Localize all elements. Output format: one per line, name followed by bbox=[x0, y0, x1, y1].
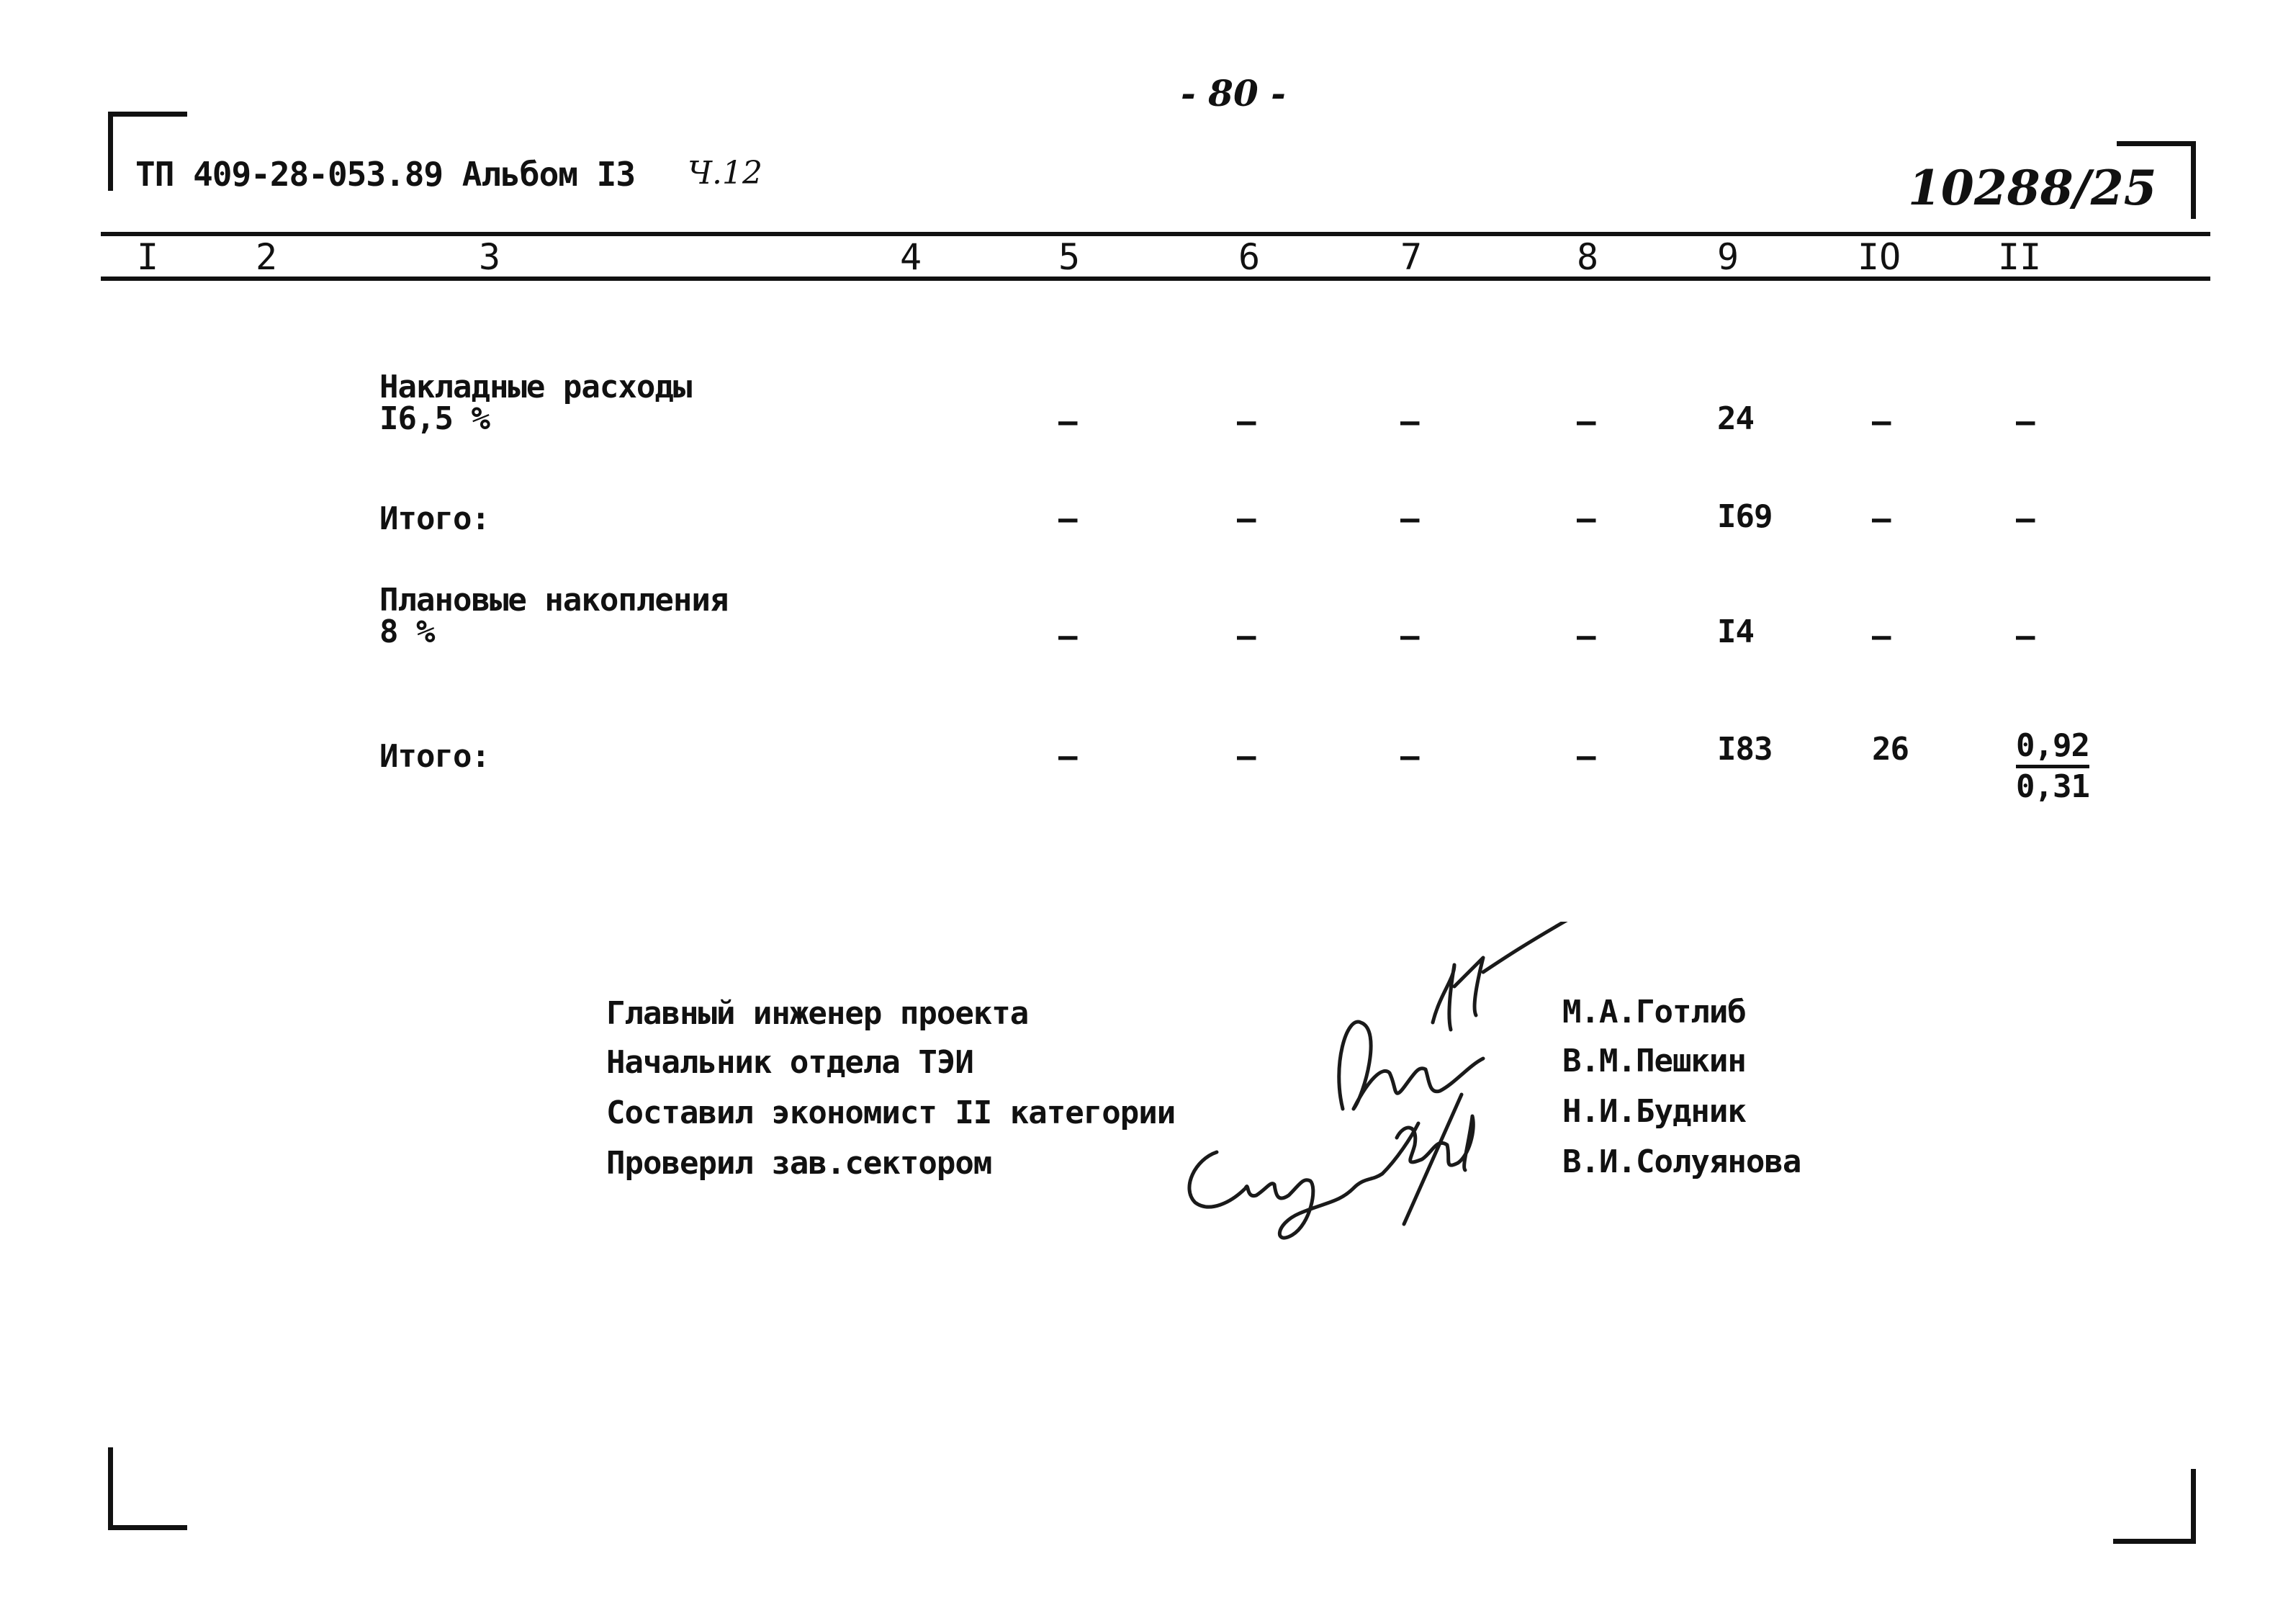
signatory-role: Проверил зав.сектором bbox=[606, 1145, 992, 1182]
table-cell: – bbox=[1237, 403, 1256, 440]
signatory-name: В.М.Пешкин bbox=[1562, 1043, 1746, 1079]
fraction-denominator: 0,31 bbox=[2016, 768, 2089, 805]
column-number: II bbox=[1998, 236, 2042, 278]
table-cell: – bbox=[1577, 618, 1595, 655]
corner-mark-bottom-left bbox=[108, 1525, 187, 1530]
row-label-rate: I6,5 % bbox=[379, 400, 490, 437]
table-cell: – bbox=[2016, 403, 2035, 440]
corner-mark-bottom-right bbox=[2191, 1469, 2196, 1544]
signatory-name: Н.И.Будник bbox=[1562, 1093, 1746, 1130]
corner-mark-bottom-right bbox=[2113, 1539, 2196, 1544]
column-number: 7 bbox=[1400, 236, 1423, 278]
table-cell: – bbox=[1237, 500, 1256, 537]
corner-mark-top-left bbox=[108, 112, 113, 191]
table-cell: – bbox=[1400, 500, 1419, 537]
row-label: Накладные расходы bbox=[379, 369, 692, 405]
table-cell: – bbox=[1577, 738, 1595, 775]
fraction-numerator: 0,92 bbox=[2016, 727, 2089, 768]
handwritten-signatures bbox=[1166, 922, 1570, 1253]
column-number: 6 bbox=[1238, 236, 1261, 278]
column-number: 8 bbox=[1577, 236, 1599, 278]
column-number: IO bbox=[1858, 236, 1901, 278]
table-cell: I4 bbox=[1717, 614, 1754, 650]
row-label: Итого: bbox=[379, 500, 490, 537]
row-label-rate: 8 % bbox=[379, 614, 435, 650]
table-cell: – bbox=[1237, 618, 1256, 655]
inventory-number: 10288/25 bbox=[1908, 160, 2157, 216]
column-number: 9 bbox=[1717, 236, 1739, 278]
table-cell: – bbox=[1237, 738, 1256, 775]
table-cell: – bbox=[1872, 618, 1891, 655]
table-cell: – bbox=[1058, 403, 1077, 440]
corner-mark-bottom-left bbox=[108, 1447, 113, 1530]
table-cell: – bbox=[2016, 500, 2035, 537]
table-cell: – bbox=[1872, 500, 1891, 537]
volume-mark: Ч.12 bbox=[688, 155, 762, 192]
corner-mark-top-right bbox=[2191, 141, 2196, 219]
column-number: I bbox=[137, 236, 159, 278]
row-label: Итого: bbox=[379, 738, 490, 775]
signatory-role: Начальник отдела ТЭИ bbox=[606, 1044, 973, 1081]
table-cell: – bbox=[1058, 618, 1077, 655]
document-code: ТП 409-28-053.89 Альбом I3 bbox=[135, 155, 636, 194]
table-cell: – bbox=[1400, 738, 1419, 775]
table-cell: I83 bbox=[1717, 731, 1773, 768]
column-number: 3 bbox=[479, 236, 501, 278]
table-cell: I69 bbox=[1717, 498, 1773, 535]
corner-mark-top-left bbox=[108, 112, 187, 117]
signatory-name: В.И.Солуянова bbox=[1562, 1143, 1801, 1180]
table-cell: – bbox=[1058, 500, 1077, 537]
page-number: - 80 - bbox=[1181, 72, 1286, 114]
corner-mark-top-right bbox=[2117, 141, 2196, 146]
column-number: 2 bbox=[256, 236, 278, 278]
table-cell: – bbox=[1400, 618, 1419, 655]
table-cell: – bbox=[1577, 403, 1595, 440]
table-cell: 24 bbox=[1717, 400, 1754, 437]
table-cell: – bbox=[2016, 618, 2035, 655]
table-cell: – bbox=[1577, 500, 1595, 537]
column-number: 5 bbox=[1058, 236, 1081, 278]
column-number: 4 bbox=[900, 236, 922, 278]
signatory-role: Составил экономист II категории bbox=[606, 1095, 1176, 1131]
row-label: Плановые накопления bbox=[379, 582, 729, 619]
fraction-cell bbox=[2016, 727, 2089, 806]
table-cell: – bbox=[1058, 738, 1077, 775]
signatory-name: М.А.Готлиб bbox=[1562, 994, 1746, 1030]
table-cell: – bbox=[1872, 403, 1891, 440]
table-cell: 26 bbox=[1872, 731, 1909, 768]
table-cell: – bbox=[1400, 403, 1419, 440]
signatory-role: Главный инженер проекта bbox=[606, 995, 1029, 1032]
